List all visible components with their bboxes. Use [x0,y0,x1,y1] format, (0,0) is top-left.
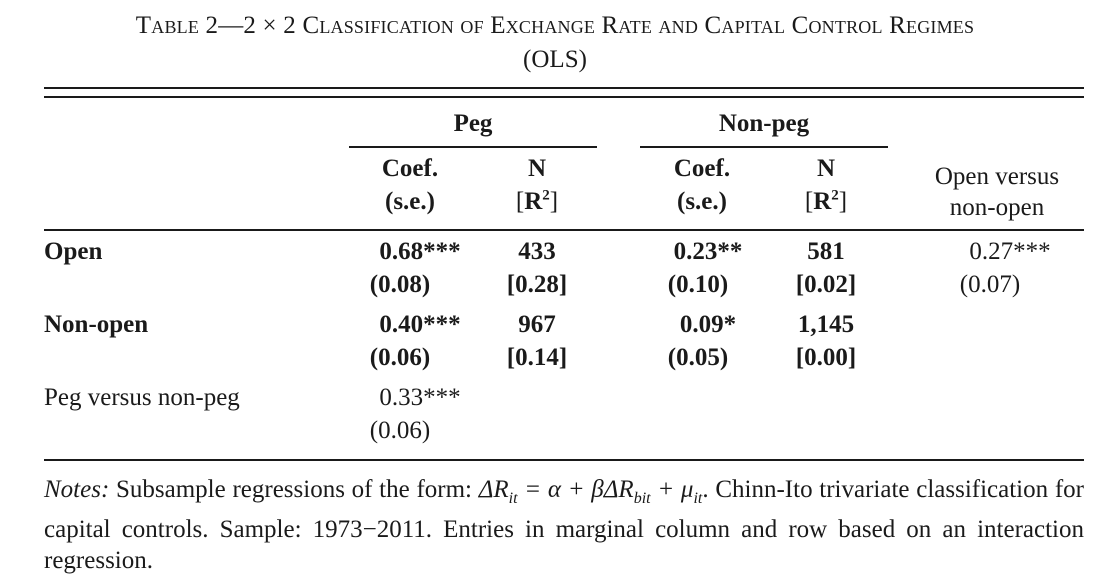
header-rule [44,229,1084,231]
header-peg-se: (s.e.) [385,188,435,215]
non-open-non-peg-r2: [0.00] [795,344,857,371]
open-marginal-se: (0.07) [959,271,1021,298]
row-label-open: Open [44,238,103,265]
open-peg-coef: 0.68*** [379,238,461,265]
table-notes: Notes: Subsample regressions of the form: $\Delta R_{it} = \alpha + \beta\Delta R_{bit} + \mu_{it}$. Chinn-Ito trivariate classification for capital controls. Sample: 1973−2011. Entries in marginal column and row based on an interaction regression. [44,476,1084,574]
open-peg-n: 433 [518,238,556,265]
notes-equation: $\Delta R_{it} = \alpha + \beta\Delta R_{bit} + \mu_{it}$ [478,476,703,507]
open-peg-se: (0.08) [369,271,431,298]
marginal-row-coef: 0.33*** [379,384,461,411]
header-peg-r2: $[R^2]$ [515,187,559,215]
non-open-non-peg-coef: 0.09* [679,311,737,338]
non-peg-group-rule [640,146,888,148]
header-marginal-line1: Open versus [934,163,1060,190]
marginal-row-se: (0.06) [369,417,431,444]
open-non-peg-coef: 0.23** [673,238,743,265]
header-non-peg-n: N [816,155,836,182]
header-non-peg-r2: $[R^2]$ [804,187,848,215]
row-label-non-open: Non-open [44,311,149,338]
non-open-peg-coef: 0.40*** [379,311,461,338]
header-non-peg: Non-peg [718,110,810,137]
bottom-rule [44,459,1084,461]
open-peg-r2: [0.28] [506,271,568,298]
non-open-non-peg-se: (0.05) [667,344,729,371]
non-open-non-peg-n: 1,145 [797,311,855,338]
table-title: Table 2—2 × 2 Classification of Exchange Rate and Capital Control Regimes [135,12,975,39]
header-peg-coef: Coef. [381,155,439,182]
notes-label: Notes: [44,476,110,503]
open-non-peg-r2: [0.02] [795,271,857,298]
header-peg-n: N [527,155,547,182]
open-marginal-coef: 0.27*** [969,238,1051,265]
row-label-peg-versus-non-peg: Peg versus non-peg [44,384,240,411]
top-rule-2 [44,96,1084,98]
non-open-peg-n: 967 [518,311,556,338]
header-marginal-line2: non-open [949,194,1045,221]
header-peg: Peg [453,110,493,137]
table-subtitle: (OLS) [523,46,587,73]
open-non-peg-se: (0.10) [667,271,729,298]
peg-group-rule [349,146,597,148]
header-non-peg-se: (s.e.) [677,188,727,215]
non-open-peg-se: (0.06) [369,344,431,371]
top-rule-1 [44,87,1084,89]
non-open-peg-r2: [0.14] [506,344,568,371]
open-non-peg-n: 581 [807,238,845,265]
header-non-peg-coef: Coef. [673,155,731,182]
